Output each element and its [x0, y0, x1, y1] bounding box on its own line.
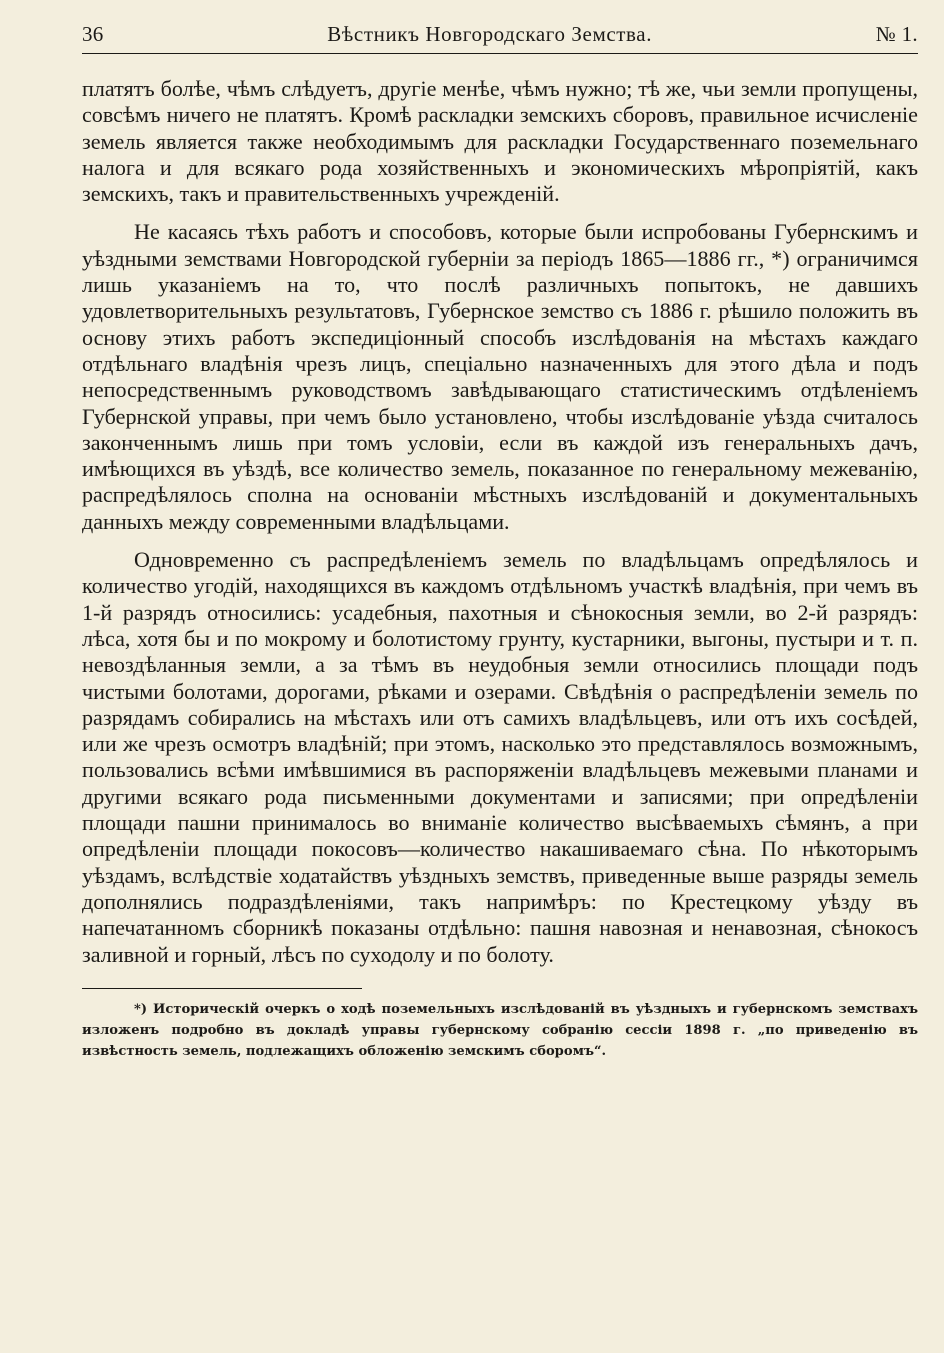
- page-number: 36: [82, 22, 104, 46]
- journal-title: Вѣстникъ Новгородскаго Земства.: [327, 22, 653, 46]
- footnote-divider: [82, 988, 362, 989]
- body-text: [82, 76, 918, 968]
- issue-number: № 1.: [875, 22, 918, 46]
- paragraph-1: платятъ болѣе, чѣмъ слѣдуетъ, другіе менѣе, чѣмъ нужно; тѣ же, чьи земли пропущены, совсѣмъ ничего не платятъ. Кромѣ раскладки земскихъ сборовъ, правильное исчисленіе земель является также необходимымъ для раскладки Государственнаго поземельнаго налога и для всякаго рода хозяйственныхъ и экономическихъ мѣропріятій, какъ земскихъ, такъ и правительственныхъ учрежденій.: [82, 76, 918, 207]
- footnote: *) Историческій очеркъ о ходѣ поземельныхъ изслѣдованій въ уѣздныхъ и губернскомъ земствахъ изложенъ подробно въ докладѣ управы губернскому собранію сессіи 1898 г. „по приведенію въ извѣстность земель, подлежащихъ обложенію земскимъ сборомъ“.: [82, 1001, 918, 1059]
- paragraph-3: Одновременно съ распредѣленіемъ земель по владѣльцамъ опредѣлялось и количество угодій, находящихся въ каждомъ отдѣльномъ участкѣ владѣнія, при чемъ въ 1-й разрядъ относились: усадебныя, пахотныя и сѣнокосныя земли, во 2-й разрядъ: лѣса, хотя бы и по мокрому и болотистому грунту, кустарники, выгоны, пустыри и т. п. невоздѣланныя земли, а за тѣмъ въ неудобныя земли относились площади подъ чистыми болотами, дорогами, рѣками и озерами. Свѣдѣнія о распредѣленіи земель по разрядамъ собирались на мѣстахъ или отъ самихъ владѣльцевъ, или отъ ихъ сосѣдей, или же чрезъ осмотръ владѣній; при этомъ, насколько это представлялось возможнымъ, пользовались всѣми имѣвшимися въ распоряженіи владѣльцевъ межевыми планами и другими всякаго рода письменными документами и записями; при опредѣленіи площади пашни принималось во вниманіе количество высѣваемыхъ сѣмянъ, а при опредѣленіи площади покосовъ—количество накашиваемаго сѣна. По нѣкоторымъ уѣздамъ, вслѣдствіе ходатайствъ уѣздныхъ земствъ, приведенные выше разряды земель дополнялись подраздѣленіями, такъ напримѣръ: по Крестецкому уѣзду въ напечатанномъ сборникѣ показаны отдѣльно: пашня навозная и ненавозная, сѣнокосъ заливной и горный, лѣсъ по суходолу и по болоту.: [82, 547, 918, 967]
- paragraph-2: Не касаясь тѣхъ работъ и способовъ, которые были испробованы Губернскимъ и уѣздными земствами Новгородской губерніи за періодъ 1865—1886 гг., *) ограничимся лишь указаніемъ на то, что послѣ различныхъ попытокъ, не давшихъ удовлетворительныхъ результатовъ, Губернское земство съ 1886 г. рѣшило положить въ основу этихъ работъ экспедиціонный способъ изслѣдованія на мѣстахъ каждаго отдѣльнаго владѣнія чрезъ лицъ, спеціально назначенныхъ для этого дѣла и подъ непосредственнымъ руководствомъ завѣдывающаго статистическимъ отдѣленіемъ Губернской управы, при чемъ было установлено, чтобы изслѣдованіе уѣзда считалось законченнымъ лишь при томъ условіи, если въ каждой изъ генеральныхъ дачъ, имѣющихся въ уѣздѣ, все количество земель, показанное по генеральному межеванію, распредѣлялось сполна на основаніи мѣстныхъ изслѣдованій и документальныхъ данныхъ между современными владѣльцами.: [82, 219, 918, 534]
- running-header: [82, 22, 918, 54]
